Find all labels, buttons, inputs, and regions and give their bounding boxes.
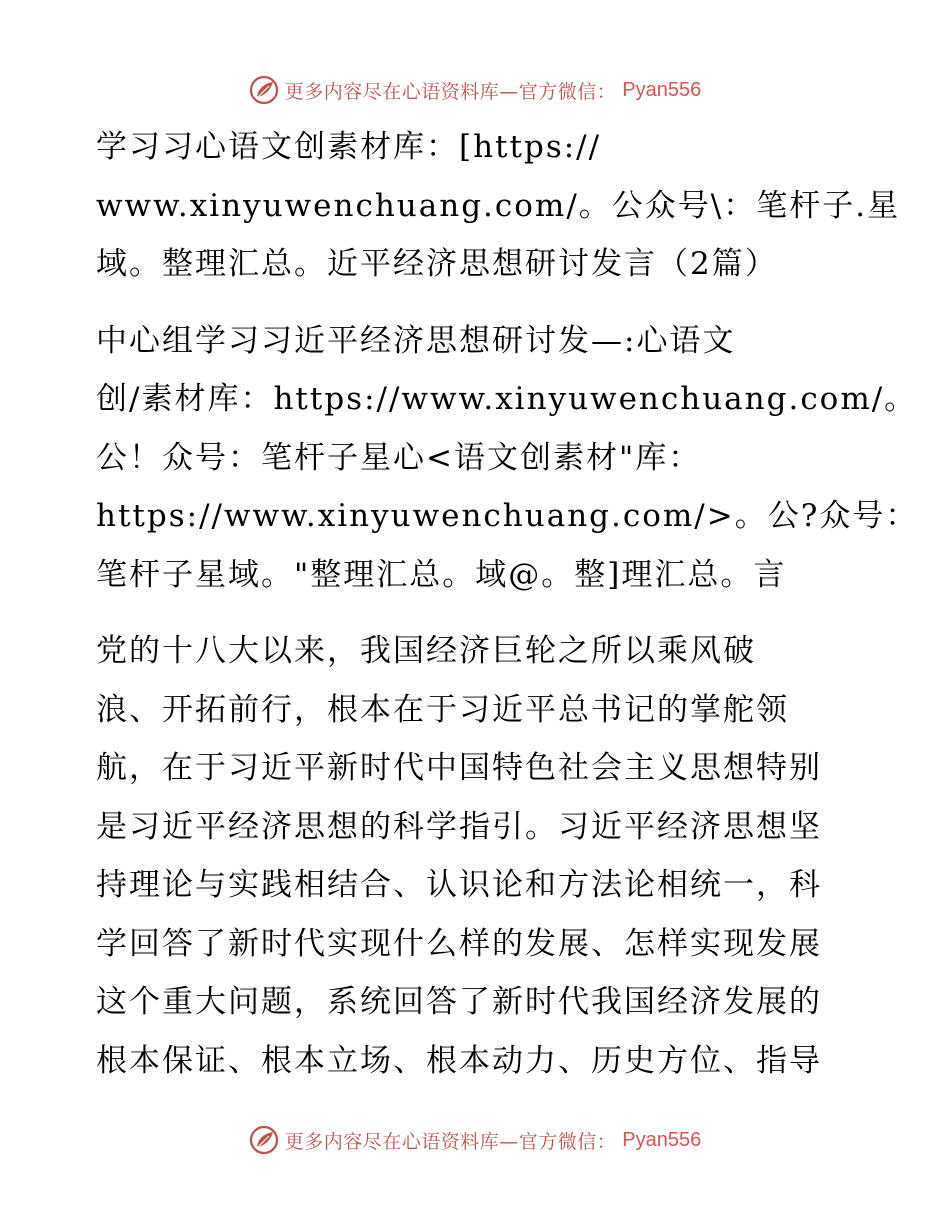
text-line: 航，在于习近平新时代中国特色社会主义思想特别 [96, 750, 822, 786]
header-banner-text: 更多内容尽在心语资料库—官方微信： [284, 80, 617, 103]
text-line: 浪、开拓前行，根本在于习近平总书记的掌舵领 [96, 691, 789, 728]
text-line: 学回答了新时代实现什么样的发展、怎样实现发展 [96, 925, 822, 962]
footer-banner [0, 1120, 950, 1160]
text-line: 公！众号：笔杆子星心<语文创素材"库： [96, 439, 702, 476]
text-line: 这个重大问题，系统回答了新时代我国经济发展的 [96, 984, 822, 1020]
text-line: 域。整理汇总。近平经济思想研讨发言（2篇） [96, 246, 778, 282]
document-body [96, 118, 919, 1090]
text-line: 根本保证、根本立场、根本动力、历史方位、指导 [96, 1042, 822, 1079]
paragraph-body [96, 622, 856, 1090]
text-line: https://www.xinyuwenchuang.com/>。公?众号： [96, 498, 919, 534]
paragraph-title [96, 118, 901, 294]
header-banner [0, 70, 950, 110]
text-line: 是习近平经济思想的科学指引。习近平经济思想坚 [96, 808, 822, 845]
text-line: 持理论与实践相结合、认识论和方法论相统一，科 [96, 867, 822, 903]
text-line: 中心组学习习近平经济思想研讨发—:心语文 [96, 322, 736, 359]
header-banner-wechat-id: Pyan556 [622, 78, 702, 101]
leaf-logo-icon [249, 1125, 279, 1155]
paragraph-subtitle [96, 312, 919, 605]
footer-banner-wechat-id: Pyan556 [622, 1128, 702, 1151]
text-line: 创/素材库：https://www.xinyuwenchuang.com/。 [96, 381, 918, 417]
leaf-logo-icon [249, 75, 279, 105]
text-line: 学习习心语文创素材库：[https:// [96, 129, 602, 165]
text-line: www.xinyuwenchuang.com/。公众号\：笔杆子.星 [96, 187, 901, 224]
text-line: 党的十八大以来，我国经济巨轮之所以乘风破 [96, 633, 756, 669]
footer-banner-text: 更多内容尽在心语资料库—官方微信： [284, 1130, 617, 1153]
text-line: 笔杆子星域。"整理汇总。域@。整]理汇总。言 [96, 556, 787, 593]
